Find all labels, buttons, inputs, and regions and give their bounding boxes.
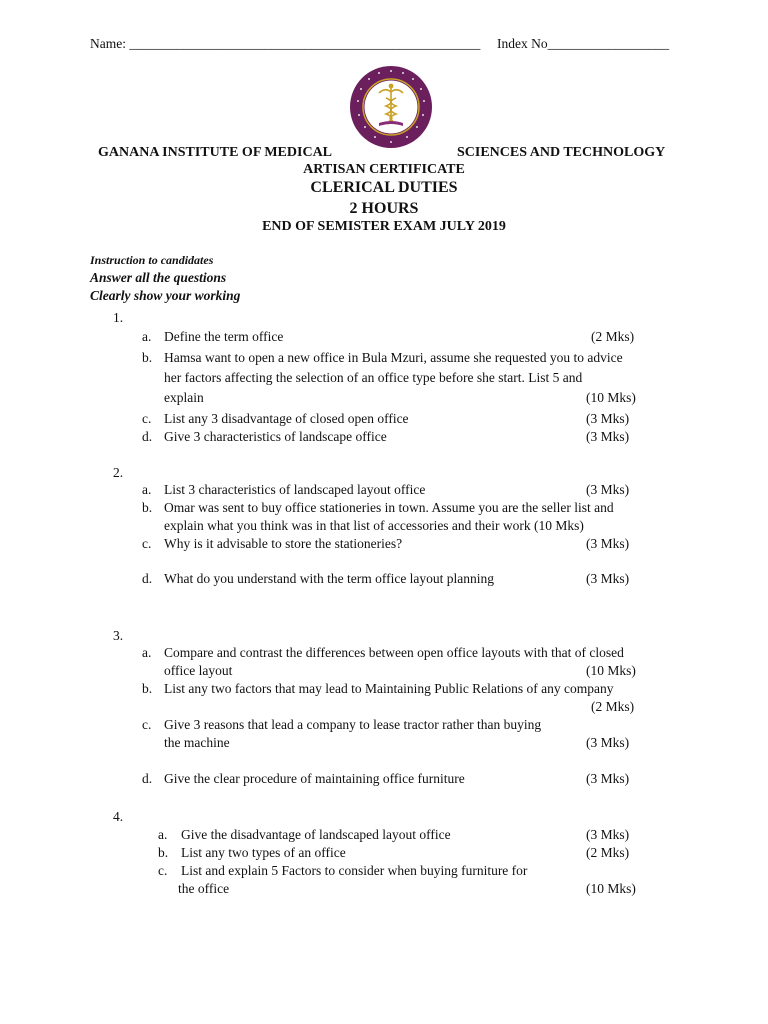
marks-label: (3 Mks) xyxy=(586,536,630,551)
item-letter: b. xyxy=(142,681,153,696)
item-letter: c. xyxy=(158,863,168,878)
item-letter: d. xyxy=(142,771,153,786)
marks-label: (2 Mks) xyxy=(586,845,630,860)
question-text: Define the term office xyxy=(164,329,284,344)
item-letter: d. xyxy=(142,571,153,586)
name-field-label: Name: ____________________________________________________ xyxy=(90,36,481,51)
question-text: List any two types of an office xyxy=(181,845,346,860)
marks-label: (2 Mks) xyxy=(591,699,635,714)
marks-label: (3 Mks) xyxy=(586,571,630,586)
certificate-title: ARTISAN CERTIFICATE xyxy=(303,162,465,177)
item-letter: a. xyxy=(142,645,152,660)
duration-title: 2 HOURS xyxy=(349,200,419,217)
item-letter: a. xyxy=(158,827,168,842)
marks-label: (3 Mks) xyxy=(586,429,630,444)
question-text: her factors affecting the selection of an office type before she start. List 5 and xyxy=(164,370,583,385)
question-text: Why is it advisable to store the stationeries? xyxy=(164,536,403,551)
question-text: explain what you think was in that list of accessories and their work (10 Mks) xyxy=(164,518,584,533)
question-text: Compare and contrast the differences between open office layouts with that of closed xyxy=(164,645,624,660)
question-number: 4. xyxy=(113,809,124,824)
question-text: the office xyxy=(178,881,230,896)
marks-label: (3 Mks) xyxy=(586,735,630,750)
item-letter: a. xyxy=(142,329,152,344)
question-text: Give 3 reasons that lead a company to lease tractor rather than buying xyxy=(164,717,542,732)
marks-label: (2 Mks) xyxy=(591,329,635,344)
marks-label: (3 Mks) xyxy=(586,411,630,426)
item-letter: d. xyxy=(142,429,153,444)
question-text: Omar was sent to buy office stationeries in town. Assume you are the seller list and xyxy=(164,500,614,515)
exam-title: END OF SEMISTER EXAM JULY 2019 xyxy=(262,219,506,234)
question-text: List and explain 5 Factors to consider when buying furniture for xyxy=(181,863,528,878)
question-text: the machine xyxy=(164,735,230,750)
caduceus-seal-icon xyxy=(349,65,433,149)
question-text: Give 3 characteristics of landscape office xyxy=(164,429,387,444)
marks-label: (10 Mks) xyxy=(586,390,636,405)
question-text: List any 3 disadvantage of closed open office xyxy=(164,411,409,426)
index-number-label: Index No__________________ xyxy=(497,36,670,51)
question-text: Give the clear procedure of maintaining office furniture xyxy=(164,771,465,786)
item-letter: b. xyxy=(142,350,153,365)
question-text: List 3 characteristics of landscaped layout office xyxy=(164,482,426,497)
question-text: What do you understand with the term office layout planning xyxy=(164,571,495,586)
subject-title: CLERICAL DUTIES xyxy=(310,179,458,196)
item-letter: b. xyxy=(158,845,169,860)
marks-label: (3 Mks) xyxy=(586,827,630,842)
item-letter: c. xyxy=(142,536,152,551)
item-letter: b. xyxy=(142,500,153,515)
item-letter: c. xyxy=(142,411,152,426)
item-letter: a. xyxy=(142,482,152,497)
instruction-line: Clearly show your working xyxy=(90,288,241,303)
marks-label: (3 Mks) xyxy=(586,771,630,786)
question-text: Give the disadvantage of landscaped layout office xyxy=(181,827,451,842)
instructions-heading: Instruction to candidates xyxy=(90,253,214,267)
institute-name-right: SCIENCES AND TECHNOLOGY xyxy=(457,145,666,160)
question-number: 2. xyxy=(113,465,124,480)
marks-label: (10 Mks) xyxy=(586,881,636,896)
institute-name-left: GANANA INSTITUTE OF MEDICAL xyxy=(98,145,333,160)
question-text: List any two factors that may lead to Maintaining Public Relations of any company xyxy=(164,681,614,696)
item-letter: c. xyxy=(142,717,152,732)
question-text: office layout xyxy=(164,663,233,678)
marks-label: (3 Mks) xyxy=(586,482,630,497)
question-number: 1. xyxy=(113,310,124,325)
question-number: 3. xyxy=(113,628,124,643)
marks-label: (10 Mks) xyxy=(586,663,636,678)
question-text: explain xyxy=(164,390,204,405)
question-text: Hamsa want to open a new office in Bula Mzuri, assume she requested you to advice xyxy=(164,350,623,365)
instruction-line: Answer all the questions xyxy=(90,270,227,285)
